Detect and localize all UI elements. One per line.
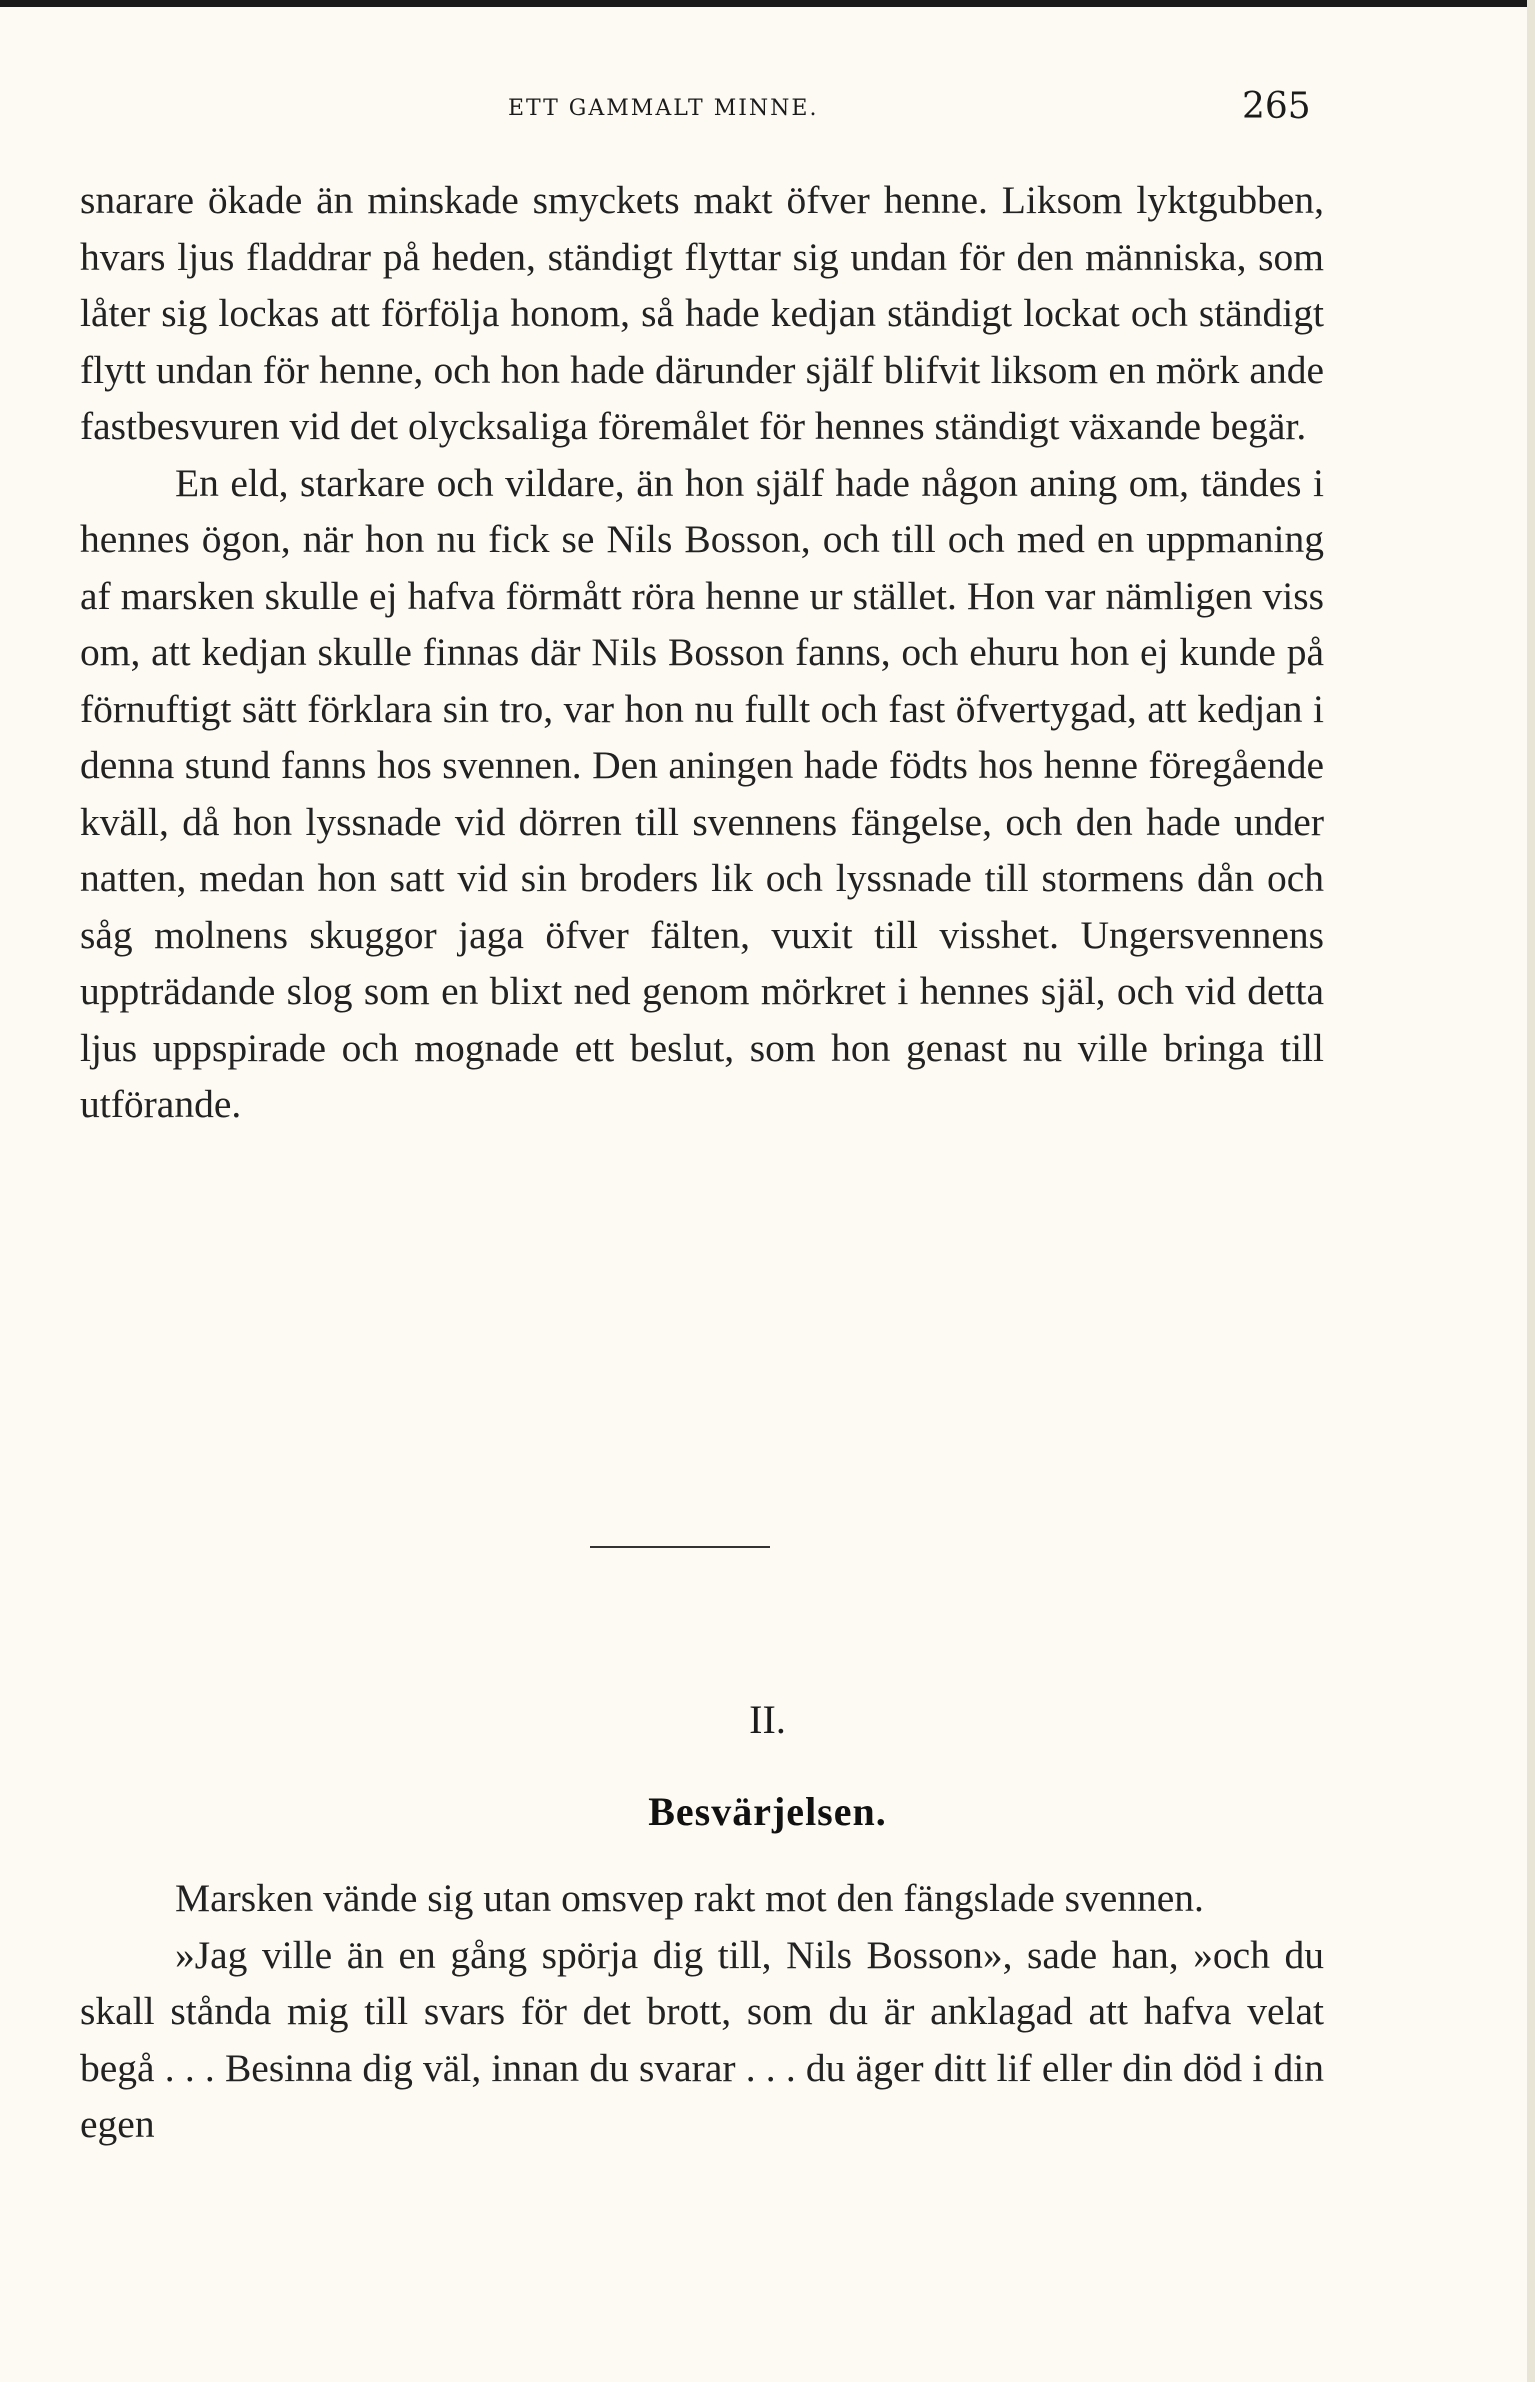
- paragraph: Marsken vände sig utan omsvep rakt mot den fängslade svennen.: [175, 1876, 1204, 1920]
- paragraph: En eld, starkare och vildare, än hon själf hade någon aning om, tändes i hennes ögon, när hon nu fick se Nils Bosson, och till och med en uppmaning af marsken skulle ej hafva förmått röra henne ur stället. Hon var nämligen viss om, att kedjan skulle finnas där Nils Bosson fanns, och ehuru hon ej kunde på förnuftigt sätt förklara sin tro, var hon nu fullt och fast öfvertygad, att kedjan i denna stund fanns hos svennen. Den aningen hade födts hos henne föregående kväll, då hon lyssnade vid dörren till svennens fängelse, och den hade under natten, medan hon satt vid sin broders lik och lyssnade till stormens dån och såg molnens skuggor jaga öfver fälten, vuxit till visshet. Ungersvennens uppträdande slog som en blixt ned genom mörkret i hennes själ, och vid detta ljus uppspirade och mognade ett beslut, som hon genast nu ville bringa till utförande.: [80, 460, 1324, 1126]
- section-number: II.: [749, 1697, 786, 1742]
- section-divider: [590, 1546, 770, 1548]
- body-text: [80, 172, 1324, 1133]
- running-title: ETT GAMMALT MINNE.: [508, 96, 819, 121]
- top-border: [0, 0, 1535, 7]
- page-number: 265: [1242, 86, 1311, 127]
- page-edge: [1527, 0, 1535, 2382]
- paragraph: snarare ökade än minskade smyckets makt öfver henne. Liksom lyktgubben, hvars ljus fladdrar på heden, ständigt flyttar sig undan för den människa, som låter sig lockas att förfölja honom, så hade kedjan ständigt lockat och ständigt flytt undan för henne, och hon hade därunder själf blifvit liksom en mörk ande fastbesvuren vid det olycksaliga föremålet för hennes ständigt växande begär.: [80, 178, 1324, 448]
- chapter-title: Besvärjelsen.: [648, 1789, 887, 1834]
- section-text: [80, 1870, 1324, 2153]
- paragraph: »Jag ville än en gång spörja dig till, Nils Bosson», sade han, »och du skall stånda mig till svars för det brott, som du är anklagad att hafva velat begå . . . Besinna dig väl, innan du svarar . . . du äger ditt lif eller din död i din egen: [80, 1932, 1324, 2146]
